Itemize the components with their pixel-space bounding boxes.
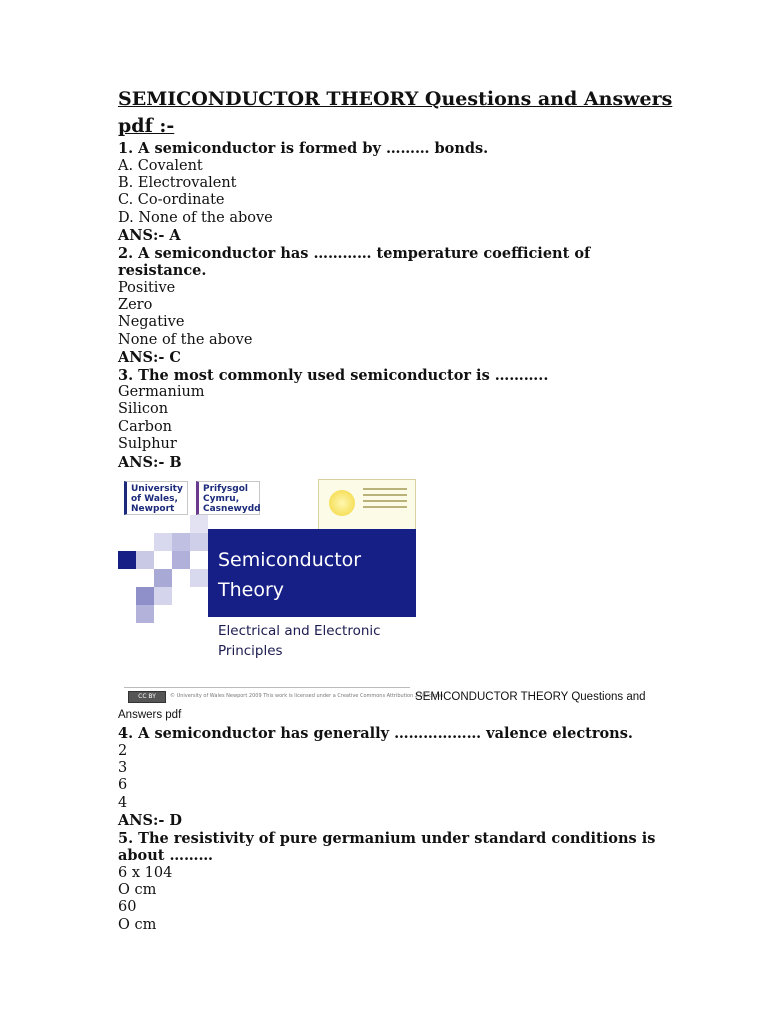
question-text: 4. A semiconductor has generally ……………… valence electrons. xyxy=(118,725,633,743)
question-list-b xyxy=(118,725,678,934)
decor-square xyxy=(136,605,154,623)
decor-square xyxy=(154,569,172,587)
slide-footer-divider xyxy=(124,687,410,688)
banner-title xyxy=(218,545,361,605)
question-text: 1. A semiconductor is formed by ……… bonds. xyxy=(118,140,489,157)
answer-key: ANS:- C xyxy=(118,349,181,367)
answer-option: 60 xyxy=(118,899,137,916)
question-text: 2. A semiconductor has ………… temperature coefficient of resistance. xyxy=(118,244,591,280)
subtitle-line: Electrical and Electronic xyxy=(218,623,381,640)
answer-option: Silicon xyxy=(118,401,169,418)
banner-title-line: Theory xyxy=(218,579,285,602)
logo-text-lines xyxy=(363,488,407,512)
subtitle-line: Principles xyxy=(218,643,283,660)
decor-square xyxy=(190,569,208,587)
prifysgol-logo: Prifysgol Cymru, Casnewydd xyxy=(196,481,260,515)
decor-square xyxy=(136,551,154,569)
license-text: © University of Wales Newport 2009 This work is licensed under a Creative Commons Attribution 2.0 License. xyxy=(170,693,445,700)
answer-option: 3 xyxy=(118,760,128,776)
answer-option: Carbon xyxy=(118,418,173,435)
answer-option: None of the above xyxy=(118,331,253,348)
university-logo: University of Wales, Newport xyxy=(124,481,188,515)
decor-square xyxy=(136,587,154,605)
slide-subtitle xyxy=(218,621,381,661)
answer-option: Positive xyxy=(118,279,176,296)
figure-caption: SEMICONDUCTOR THEORY Questions and xyxy=(415,691,646,704)
answer-key: ANS:- B xyxy=(118,453,182,471)
answer-option: 6 xyxy=(118,777,128,794)
decor-square xyxy=(118,551,136,569)
decor-square xyxy=(154,533,172,551)
decor-square xyxy=(190,533,208,551)
answer-option: Sulphur xyxy=(118,436,177,453)
decor-square xyxy=(172,533,190,551)
sun-icon xyxy=(329,490,355,516)
answer-key: ANS:- A xyxy=(118,227,181,245)
answer-option: A. Covalent xyxy=(118,157,203,174)
answer-option: D. None of the above xyxy=(118,209,273,226)
answer-option: 2 xyxy=(118,742,128,759)
question-text: 3. The most commonly used semiconductor is ……….. xyxy=(118,366,549,384)
answer-key: ANS:- D xyxy=(118,812,182,830)
answer-option: Negative xyxy=(118,314,185,331)
figure-caption-continued: Answers pdf xyxy=(118,709,182,722)
question-list-a xyxy=(118,140,678,471)
answer-option: C. Co-ordinate xyxy=(118,192,225,209)
page-title: SEMICONDUCTOR THEORY Questions and Answers pdf :- xyxy=(118,88,673,137)
decor-square xyxy=(190,515,208,533)
answer-option: O cm xyxy=(118,916,157,933)
document xyxy=(118,86,678,934)
decor-square xyxy=(172,551,190,569)
answer-option: 6 x 104 xyxy=(118,864,173,881)
banner-title-line: Semiconductor xyxy=(218,549,362,572)
answer-option: 4 xyxy=(118,794,128,811)
answer-option: Zero xyxy=(118,296,153,313)
figure-row xyxy=(118,475,678,725)
answer-option: B. Electrovalent xyxy=(118,174,237,191)
question-text: 5. The resistivity of pure germanium under standard conditions is about ……… xyxy=(118,829,656,865)
engineering-resources-logo xyxy=(318,479,416,533)
answer-option: Germanium xyxy=(118,384,205,401)
answer-option: O cm xyxy=(118,882,157,899)
cc-license-icon: CC BY xyxy=(128,691,166,703)
decor-square xyxy=(154,587,172,605)
slide-image xyxy=(118,475,445,707)
